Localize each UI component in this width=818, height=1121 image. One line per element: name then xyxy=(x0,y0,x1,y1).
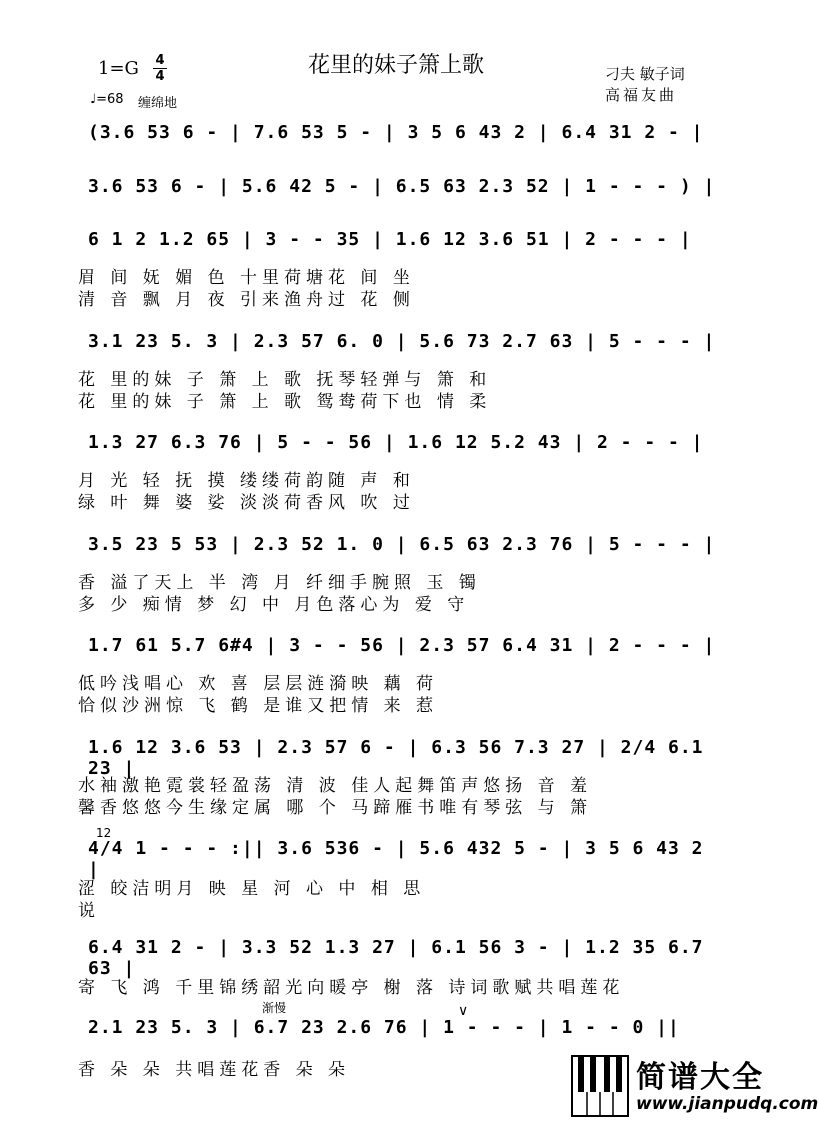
notation-line: 6.4 31 2 - | 3.3 52 1.3 27 | 6.1 56 3 - | 1.2 35 6.7 63 | xyxy=(88,937,704,979)
notation-line: 2.1 23 5. 3 | 6.7 23 2.6 76 | 1 - - - | 1 - - 0 || xyxy=(88,1017,680,1038)
lyric-line-1: 香 溢了天上 半 湾 月 纤细手腕照 玉 镯 xyxy=(78,573,481,593)
lyric-line-1: 水袖激艳霓裳轻盈荡 清 波 佳人起舞笛声悠扬 音 羞 xyxy=(78,776,593,796)
volta-bracket: 12 xyxy=(96,826,112,840)
time-signature-bottom: 4 xyxy=(155,69,165,84)
breath-mark: ∨ xyxy=(458,1003,469,1019)
lyricist-credit: 刁夫 敏子词 xyxy=(605,65,685,83)
notation-line: (3.6 53 6 - | 7.6 53 5 - | 3 5 6 43 2 | 6.4 31 2 - | xyxy=(88,122,704,143)
lyric-line-2: 多 少 痴情 梦 幻 中 月色落心为 爱 守 xyxy=(78,595,470,615)
lyric-line-1: 香 朵 朵 共唱莲花香 朵 朵 xyxy=(78,1060,351,1080)
lyric-line-2: 说 xyxy=(78,901,100,921)
lyric-line-2: 馨香悠悠今生缘定属 哪 个 马蹄雁书唯有琴弦 与 箫 xyxy=(78,798,593,818)
lyric-line-2: 清 音 飘 月 夜 引来渔舟过 花 侧 xyxy=(78,290,415,310)
notation-line: 6 1 2 1.2 65 | 3 - - 35 | 1.6 12 3.6 51 | 2 - - - | xyxy=(88,229,692,250)
lyric-line-1: 花 里的妹 子 箫 上 歌 抚琴轻弹与 箫 和 xyxy=(78,370,492,390)
lyric-line-2: 花 里的妹 子 箫 上 歌 鸳鸯荷下也 情 柔 xyxy=(78,392,492,412)
tempo-change-mark: 渐慢 xyxy=(262,1001,287,1015)
notation-line: 4/4 1 - - - :|| 3.6 536 - | 5.6 432 5 - | 3 5 6 43 2 | xyxy=(88,838,704,880)
site-name: 简谱大全 xyxy=(636,1060,764,1095)
site-url: www.jianpudq.com xyxy=(636,1094,818,1114)
notation-line: 1.3 27 6.3 76 | 5 - - 56 | 1.6 12 5.2 43 | 2 - - - | xyxy=(88,432,704,453)
lyric-line-1: 寄 飞 鸿 千里锦绣韶光向暖亭 榭 落 诗词歌赋共唱莲花 xyxy=(78,978,625,998)
notation-line: 1.7 61 5.7 6#4 | 3 - - 56 | 2.3 57 6.4 31 | 2 - - - | xyxy=(88,635,716,656)
lyric-line-2: 恰似沙洲惊 飞 鹤 是谁又把情 来 惹 xyxy=(78,696,439,716)
song-title: 花里的妹子箫上歌 xyxy=(307,53,484,78)
key-signature: 1=G xyxy=(98,58,139,79)
lyric-line-1: 涩 皎洁明月 映 星 河 心 中 相 思 xyxy=(78,879,426,899)
time-signature xyxy=(153,54,167,83)
piano-keys-icon xyxy=(570,1050,630,1120)
lyric-line-2: 绿 叶 舞 婆 娑 淡淡荷香风 吹 过 xyxy=(78,493,415,513)
lyric-line-1: 低吟浅唱心 欢 喜 层层涟漪映 藕 荷 xyxy=(78,674,439,694)
expression-mark: 缠绵地 xyxy=(138,96,178,111)
tempo-mark: ♩=68 xyxy=(90,92,124,107)
notation-line: 3.1 23 5. 3 | 2.3 57 6. 0 | 5.6 73 2.7 63 | 5 - - - | xyxy=(88,331,716,352)
lyric-line-1: 月 光 轻 抚 摸 缕缕荷韵随 声 和 xyxy=(78,471,415,491)
composer-credit: 高福友曲 xyxy=(605,86,678,104)
notation-line: 3.5 23 5 53 | 2.3 52 1. 0 | 6.5 63 2.3 76 | 5 - - - | xyxy=(88,534,716,555)
site-watermark xyxy=(570,1050,818,1121)
lyric-line-1: 眉 间 妩 媚 色 十里荷塘花 间 坐 xyxy=(78,268,415,288)
time-signature-top: 4 xyxy=(155,53,165,68)
notation-line: 3.6 53 6 - | 5.6 42 5 - | 6.5 63 2.3 52 | 1 - - - ) | xyxy=(88,176,716,197)
notation-line: 1.6 12 3.6 53 | 2.3 57 6 - | 6.3 56 7.3 27 | 2/4 6.1 23 | xyxy=(88,737,704,779)
